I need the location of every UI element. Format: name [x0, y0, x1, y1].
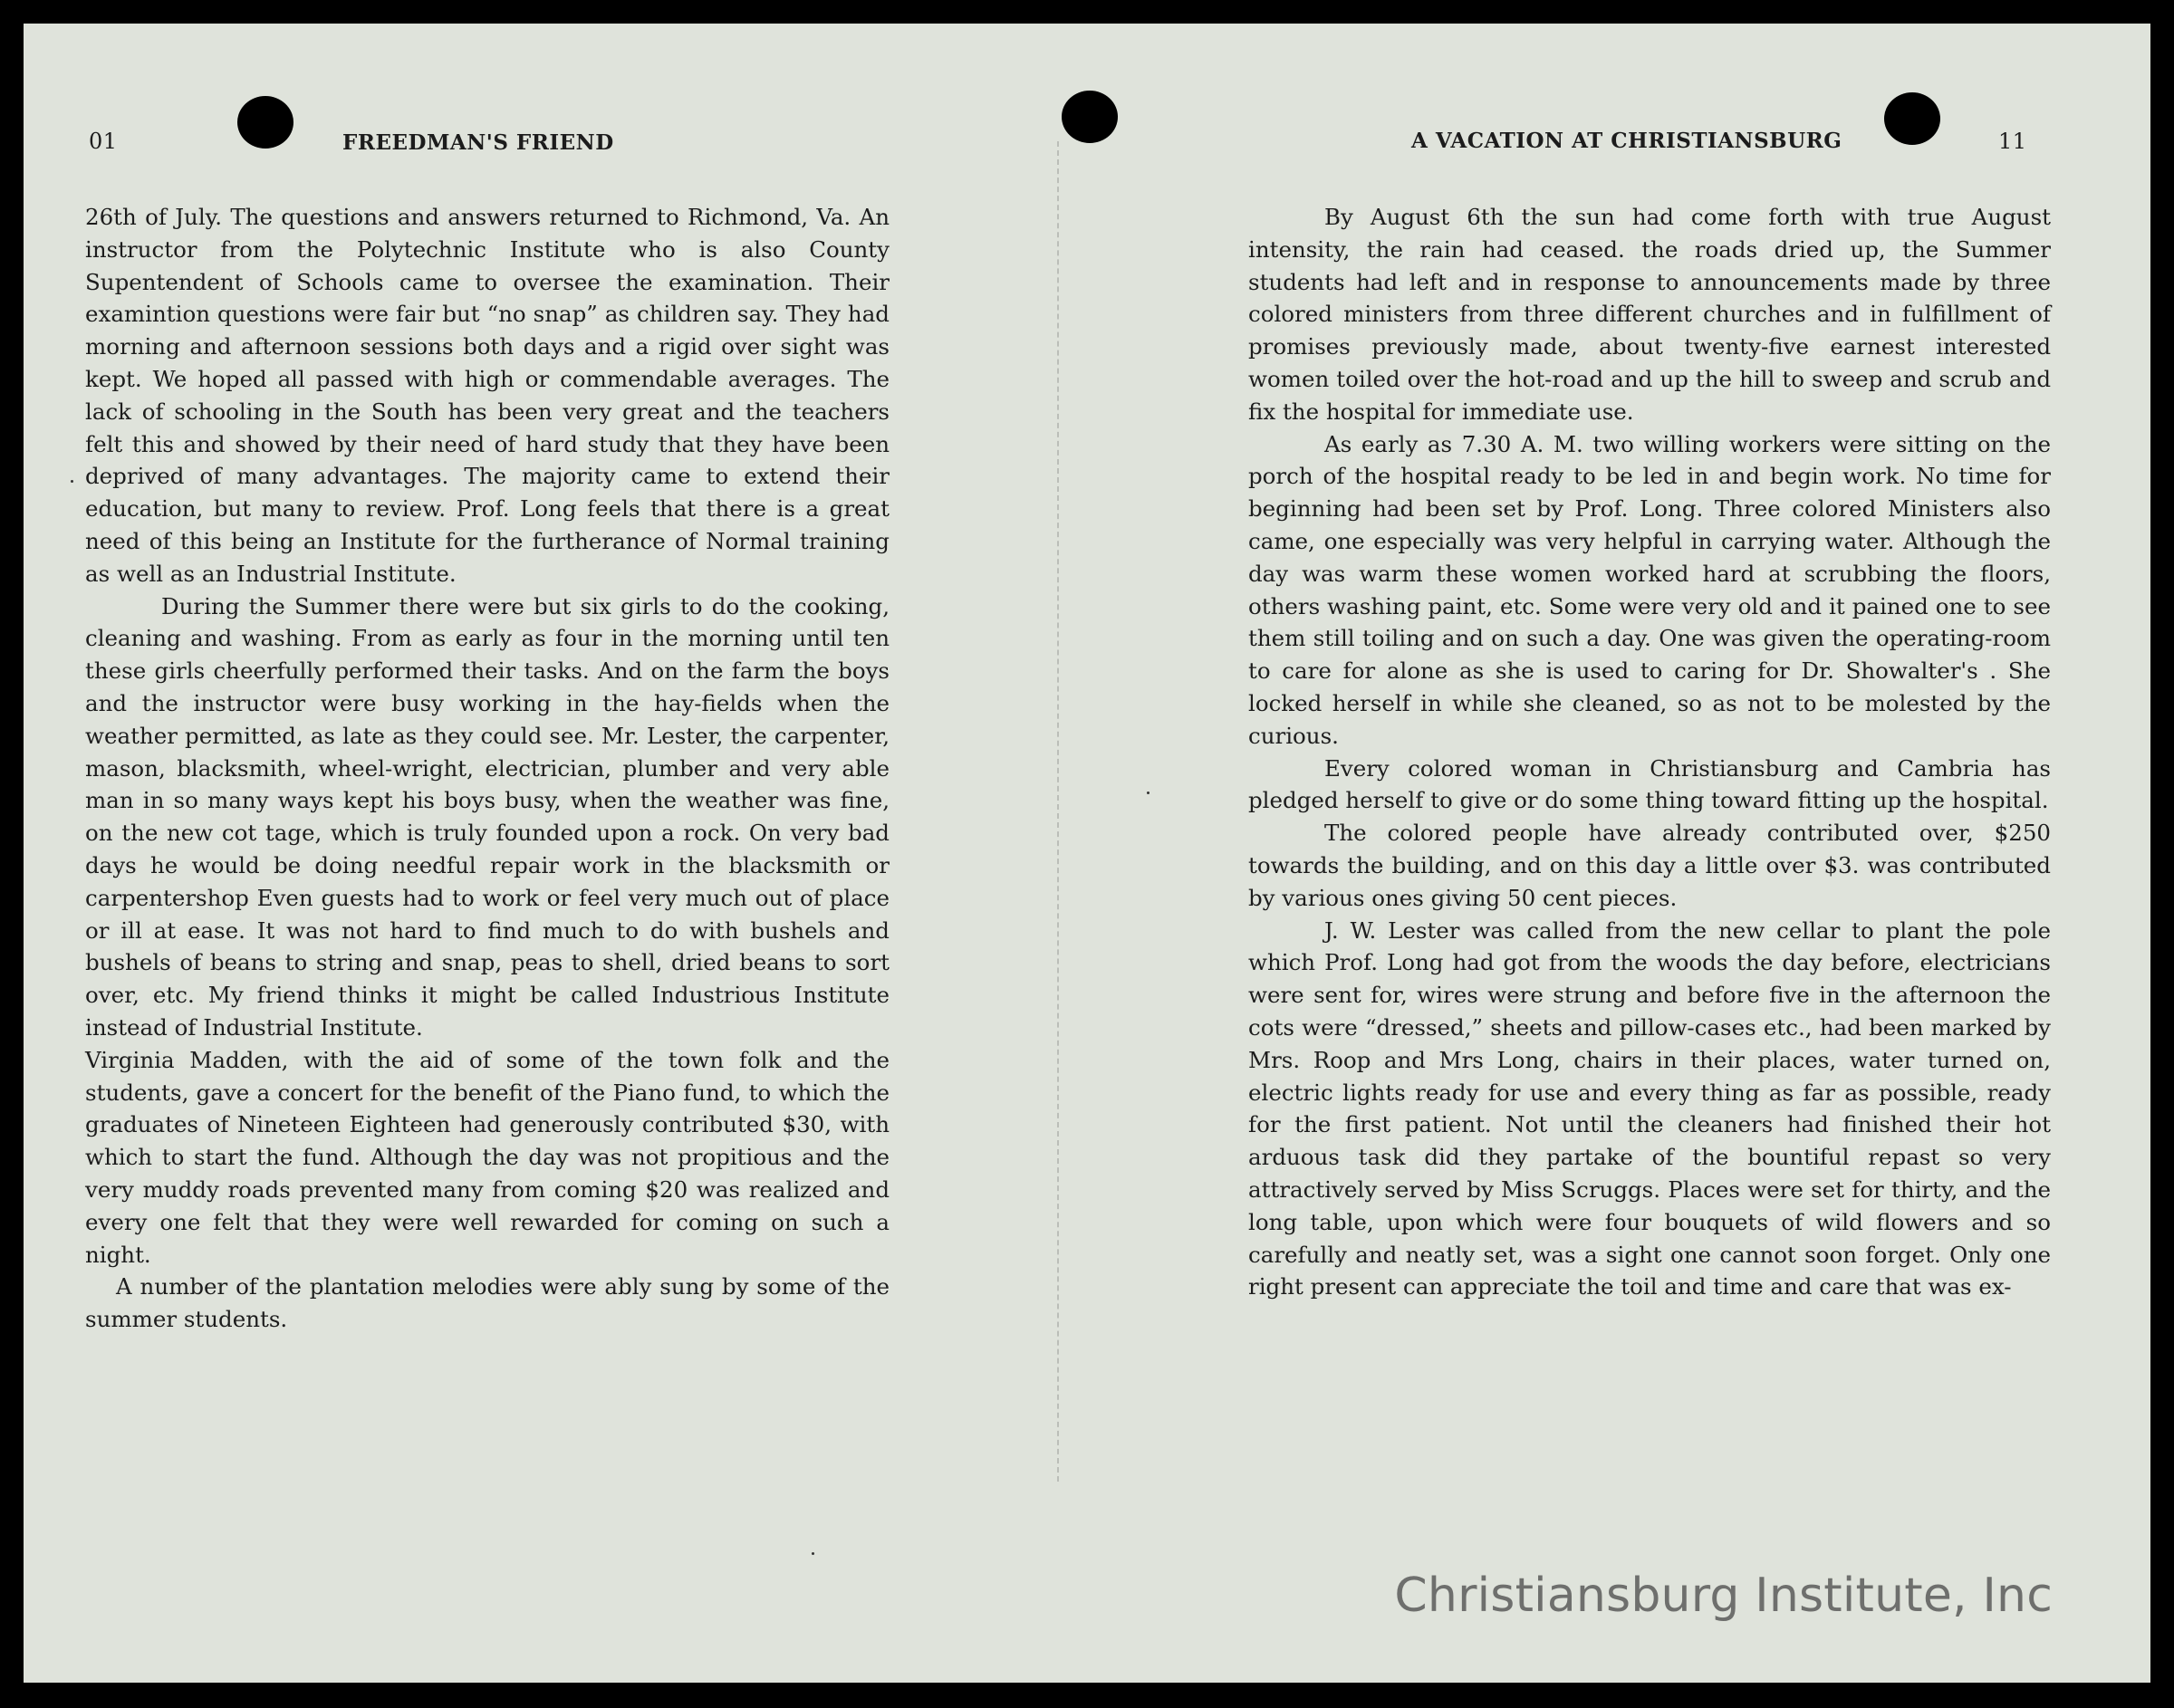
- paragraph: As early as 7.30 A. M. two willing workers were sitting on the porch of the hospital ready to be led in and begin work. No time for beginning had been set by Prof. Long. Three colored Ministers also came, one especially was very helpful in carrying water. Although the day was warm these women worked hard at scrubbing the floors, others washing paint, etc. Some were very old and it pained one to see them still toiling and on such a day. One was given the operating-room to care for alone as she is used to caring for Dr. Showalter's . She locked herself in while she cleaned, so as not to be molested by the curious.: [1248, 430, 2051, 749]
- print-speck: [1147, 792, 1150, 794]
- paragraph: The colored people have already contributed over, $250 towards the building, and on this day a little over $3. was contributed by various ones giving 50 cent pieces.: [1248, 820, 2051, 911]
- paragraph: Every colored woman in Christiansburg and Cambria has pledged herself to give or do some thing toward fitting up the hospital.: [1248, 754, 2051, 814]
- left-page-number: 01: [89, 129, 118, 154]
- document-sheet: [24, 24, 2150, 1683]
- watermark-text: Christiansburg Institute, Inc: [1394, 1569, 2053, 1623]
- paragraph: 26th of July. The questions and answers returned to Richmond, Va. An instructor from the Polytechnic Institute who is also County Supentendent of Schools came to oversee the examination. Their examintion questions were fair but “no snap” as children say. They had morning and afternoon sessions both days and a rigid over sight was kept. We hoped all passed with high or commendable averages. The lack of schooling in the South has been very great and the teachers felt this and showed by their need of hard study that they have been deprived of many advantages. The majority came to extend their education, but many to review. Prof. Long feels that there is a great need of this being an Institute for the furtherance of Normal training as well as an Industrial Institute.: [85, 204, 890, 587]
- paragraph: During the Summer there were but six girls to do the cooking, cleaning and washing. From as early as four in the morning until ten these girls cheerfully performed their tasks. And on the farm the boys and the instructor were busy working in the hay-fields when the weather permitted, as late as they could see. Mr. Lester, the carpenter, mason, blacksmith, wheel-wright, electrician, plumber and very able man in so many ways kept his boys busy, when the weather was fine, on the new cot tage, which is truly founded upon a rock. On very bad days he would be doing needful repair work in the blacksmith or carpentershop Even guests had to work or feel very much out of place or ill at ease. It was not hard to find much to do with bushels and bushels of beans to string and snap, peas to shell, dried beans to sort over, etc. My friend thinks it might be called Industrious Institute instead of Industrial Institute.: [85, 592, 890, 1041]
- paragraph: A number of the plantation melodies were ably sung by some of the summer students.: [85, 1273, 890, 1333]
- paragraph: By August 6th the sun had come forth with true August intensity, the rain had ceased. the roads dried up, the Summer students had left and in response to announcements made by three colored ministers from three different churches and in fulfillment of promises previously made, about twenty-five earnest interested women toiled over the hot-road and up the hill to sweep and scrub and fix the hospital for immediate use.: [1248, 204, 2051, 425]
- punch-hole: [237, 96, 293, 149]
- paragraph: J. W. Lester was called from the new cellar to plant the pole which Prof. Long had got from the woods the day before, electricians were sent for, wires were strung and before five in the afternoon the cots were “dressed,” sheets and pillow-cases etc., had been marked by Mrs. Roop and Mrs Long, chairs in their places, water turned on, electric lights ready for use and every thing as far as possible, ready for the first patient. Not until the cleaners had finished their hot arduous task did they partake of the bountiful repast so very attractively served by Miss Scruggs. Places were set for thirty, and the long table, upon which were four bouquets of wild flowers and so carefully and neatly set, was a sight one cannot soon forget. Only one right present can appreciate the toil and time and care that was ex-: [1248, 916, 2051, 1300]
- print-speck: [71, 480, 73, 483]
- right-running-head: A VACATION AT CHRISTIANSBURG: [1411, 129, 1842, 153]
- punch-hole: [1062, 91, 1118, 143]
- paragraph: Virginia Madden, with the aid of some of the town folk and the students, gave a concert for the benefit of the Piano fund, to which the graduates of Nineteen Eighteen had generously contributed $30, with which to start the fund. Although the day was not propitious and the very muddy roads prevented many from coming $20 was realized and every one felt that they were well rewarded for coming on such a night.: [85, 1046, 890, 1268]
- right-page-number: 11: [1998, 129, 2027, 154]
- print-speck: [812, 1552, 814, 1555]
- page-fold: [1057, 141, 1059, 1482]
- right-page-text: [1248, 201, 2051, 1303]
- punch-hole: [1884, 92, 1940, 145]
- left-running-head: FREEDMAN'S FRIEND: [342, 130, 614, 155]
- left-page-text: [85, 201, 890, 1336]
